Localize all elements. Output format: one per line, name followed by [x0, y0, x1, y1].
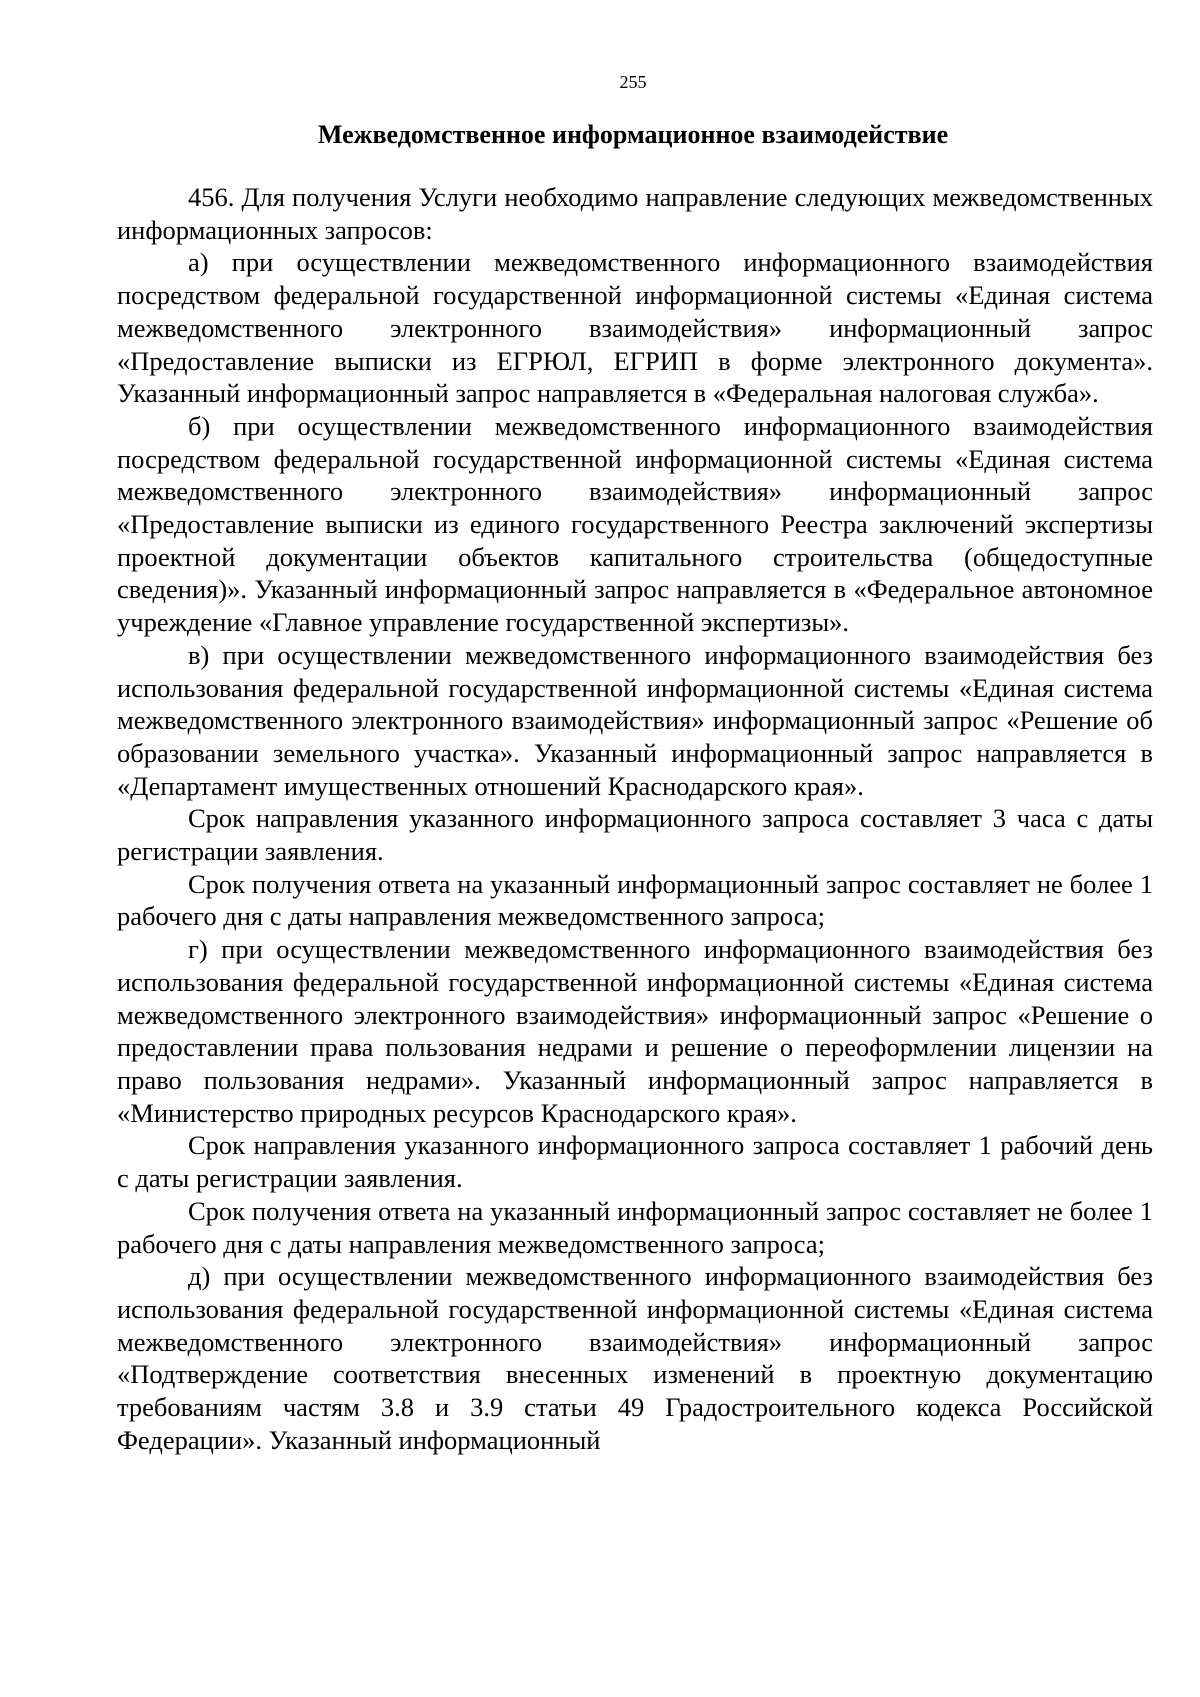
paragraph-g-response-term: Срок получения ответа на указанный информационный запрос составляет не более 1 рабочего дня с даты направления межведомственного запроса;	[117, 1195, 1153, 1259]
paragraph-d: д) при осуществлении межведомственного информационного взаимодействия без использования федеральной государственной информационной системы «Единая система межведомственного электронного взаимодействия» информационный запрос «Подтверждение соответствия внесенных изменений в проектную документацию требованиям частям 3.8 и 3.9 статьи 49 Градостроительного кодекса Российской Федерации». Указанный информационный	[117, 1261, 1153, 1455]
paragraph-v-response-term: Срок получения ответа на указанный информационный запрос составляет не более 1 рабочего дня с даты направления межведомственного запроса;	[117, 868, 1153, 932]
page-number: 255	[619, 72, 647, 92]
section-title: Межведомственное информационное взаимодействие	[317, 120, 949, 149]
paragraph-g-send-term: Срок направления указанного информационного запроса составляет 1 рабочий день с даты регистрации заявления.	[117, 1130, 1153, 1194]
paragraph-a: а) при осуществлении межведомственного информационного взаимодействия посредством федеральной государственной информационной системы «Единая система межведомственного электронного взаимодействия» информационный запрос «Предоставление выписки из ЕГРЮЛ, ЕГРИП в форме электронного документа». Указанный информационный запрос направляется в «Федеральная налоговая служба».	[117, 247, 1153, 409]
paragraph-g: г) при осуществлении межведомственного информационного взаимодействия без использования федеральной государственной информационной системы «Единая система межведомственного электронного взаимодействия» информационный запрос «Решение о предоставлении права пользования недрами и решение о переоформлении лицензии на право пользования недрами». Указанный информационный запрос направляется в «Министерство природных ресурсов Краснодарского края».	[117, 934, 1153, 1128]
paragraph-v-send-term: Срок направления указанного информационного запроса составляет 3 часа с даты регистрации заявления.	[117, 803, 1153, 867]
document-body	[117, 181, 1153, 1456]
paragraph-v: в) при осуществлении межведомственного информационного взаимодействия без использования федеральной государственной информационной системы «Единая система межведомственного электронного взаимодействия» информационный запрос «Решение об образовании земельного участка». Указанный информационный запрос направляется в «Департамент имущественных отношений Краснодарского края».	[117, 639, 1153, 801]
paragraph-b: б) при осуществлении межведомственного информационного взаимодействия посредством федеральной государственной информационной системы «Единая система межведомственного электронного взаимодействия» информационный запрос «Предоставление выписки из единого государственного Реестра заключений экспертизы проектной документации объектов капитального строительства (общедоступные сведения)». Указанный информационный запрос направляется в «Федеральное автономное учреждение «Главное управление государственной экспертизы».	[117, 410, 1153, 638]
paragraph-456: 456. Для получения Услуги необходимо направление следующих межведомственных информационных запросов:	[117, 182, 1153, 245]
